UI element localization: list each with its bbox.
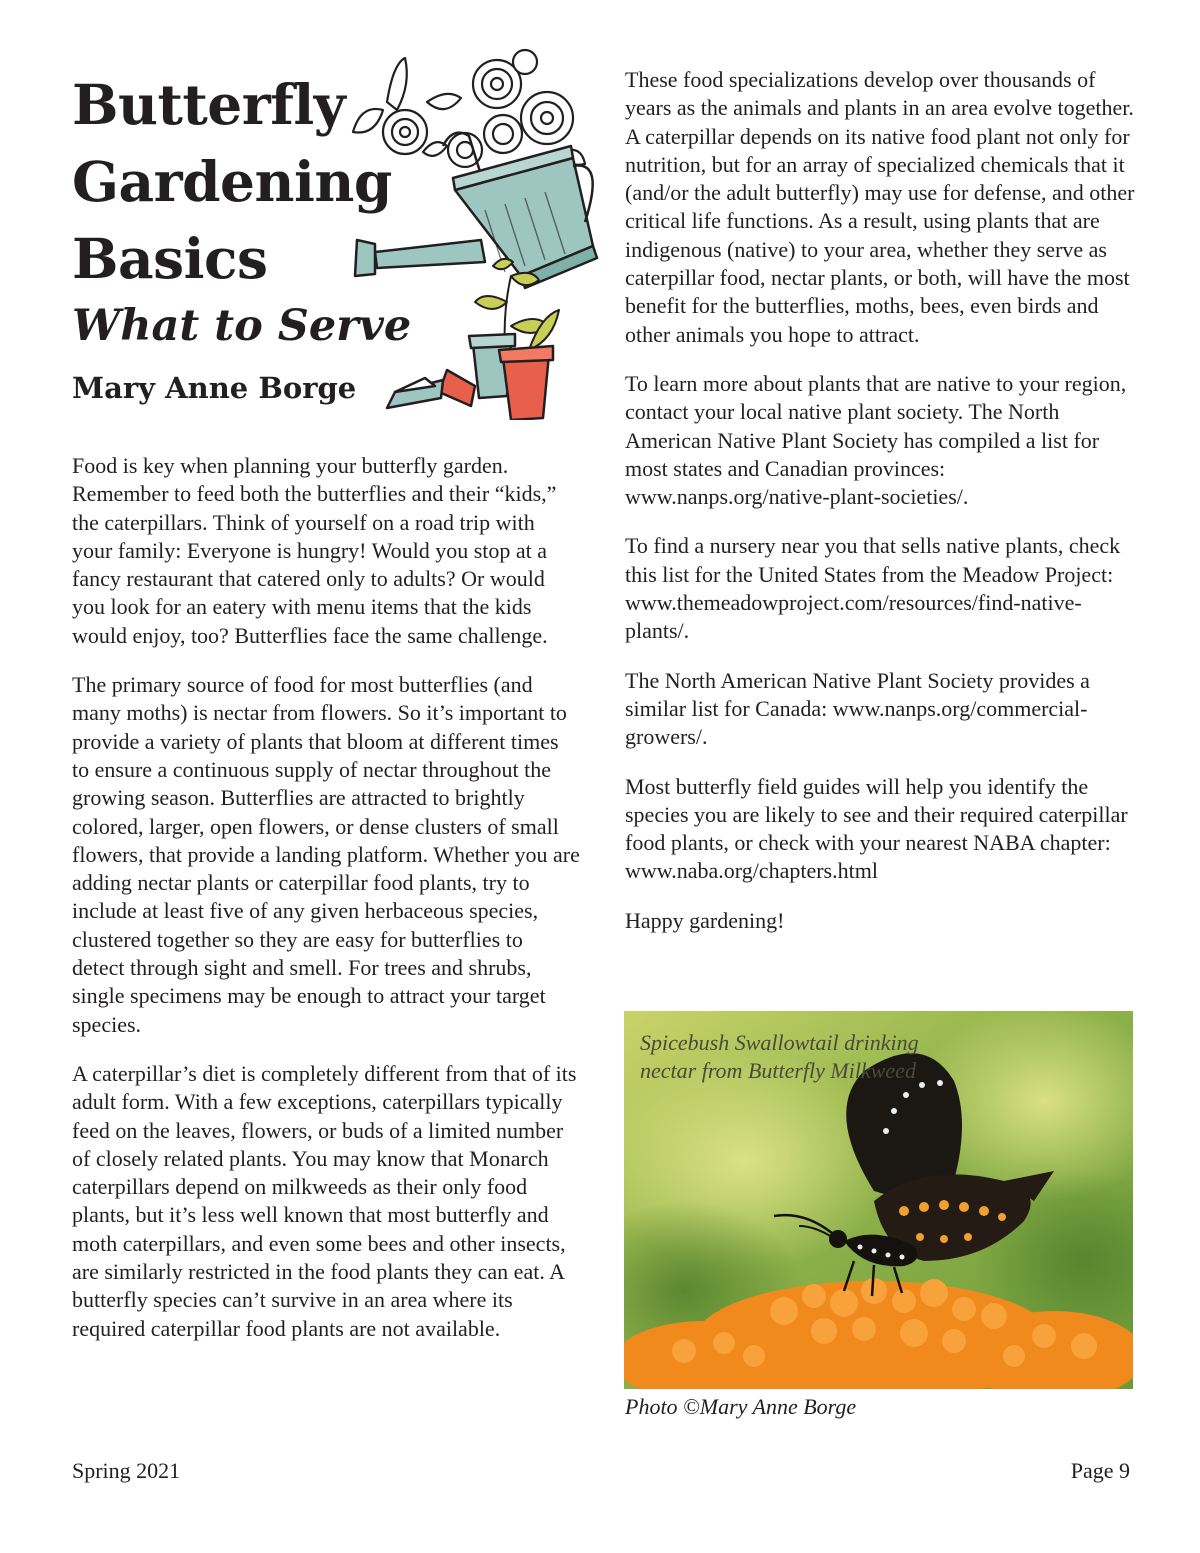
watering-can-with-flowers-and-pruners-icon — [335, 40, 605, 420]
right-column — [625, 66, 1135, 956]
title-line-2: Gardening — [72, 149, 392, 214]
body-paragraph: These food specializations develop over thousands of years as the animals and plants in an area evolve together. A caterpillar depends on its native food plant not only for nutrition, but for an array of specialized chemicals that it (and/or the adult butterfly) may use for defense, and other critical life functions. As a result, using plants that are indigenous (native) to your area, whether they serve as caterpillar food, nectar plants, or both, will have the most benefit for the butterflies, moths, bees, even birds and other animals you hope to attract. — [625, 67, 1135, 347]
body-paragraph: Happy gardening! — [625, 907, 785, 933]
title-line-1: Butterfly — [72, 72, 346, 137]
body-paragraph: Food is key when planning your butterfly garden. Remember to feed both the butterflies and their “kids,” the caterpillars. Think of yourself on a road trip with your family: Everyone is hungry! Would you stop at a fancy restaurant that catered only to adults? Or would you look for an eatery with menu items that the kids would enjoy, too? Butterflies face the same challenge. — [72, 453, 557, 648]
body-paragraph: The North American Native Plant Society provides a similar list for Canada: www.nanps.org/commercial-growers/. — [625, 667, 1090, 750]
photo-caption: Spicebush Swallowtail drinking nectar from Butterfly Milkweed — [640, 1030, 919, 1083]
butterfly-photo — [624, 1011, 1133, 1389]
photo-credit: Photo ©Mary Anne Borge — [625, 1394, 857, 1419]
footer-issue: Spring 2021 — [72, 1458, 181, 1483]
title-line-3: Basics — [72, 226, 268, 291]
body-paragraph: The primary source of food for most butterflies (and many moths) is nectar from flowers. So it’s important to provide a variety of plants that bloom at different times to ensure a continuous supply of nectar throughout the growing season. Butterflies are attracted to brightly colored, larger, open flowers, or dense clusters of small flowers, that provide a landing platform. Whether you are adding nectar plants or caterpillar food plants, try to include at least five of any given herbaceous species, clustered together so they are easy for butterflies to detect through sight and smell. For trees and shrubs, single specimens may be enough to attract your target species. — [72, 672, 580, 1037]
article-subtitle: What to Serve — [72, 301, 412, 351]
article-author: Mary Anne Borge — [72, 371, 357, 405]
left-column — [72, 452, 580, 1364]
footer-page-number: Page 9 — [1070, 1458, 1130, 1483]
body-paragraph: Most butterfly field guides will help you identify the species you are likely to see and their required caterpillar food plants, or check with your nearest NABA chapter: www.naba.org/chapters.html — [625, 773, 1128, 884]
body-paragraph: To learn more about plants that are native to your region, contact your local native plant society. The North American Native Plant Society has compiled a list for most states and Canadian provinces: www.nanps.org/native-plant-societies/. — [625, 370, 1127, 510]
body-paragraph: To find a nursery near you that sells native plants, check this list for the United States from the Meadow Project: www.themeadowproject.com/resources/find-native-plants/. — [625, 533, 1121, 644]
body-paragraph: A caterpillar’s diet is completely different from that of its adult form. With a few exceptions, caterpillars typically feed on the leaves, flowers, or buds of a limited number of closely related plants. You may know that Monarch caterpillars depend on milkweeds as their only food plants, but it’s less well known that most butterfly and moth caterpillars, and even some bees and other insects, are similarly restricted in the food plants they can eat. A butterfly species can’t survive in an area where its required caterpillar food plants are not available. — [72, 1060, 577, 1341]
